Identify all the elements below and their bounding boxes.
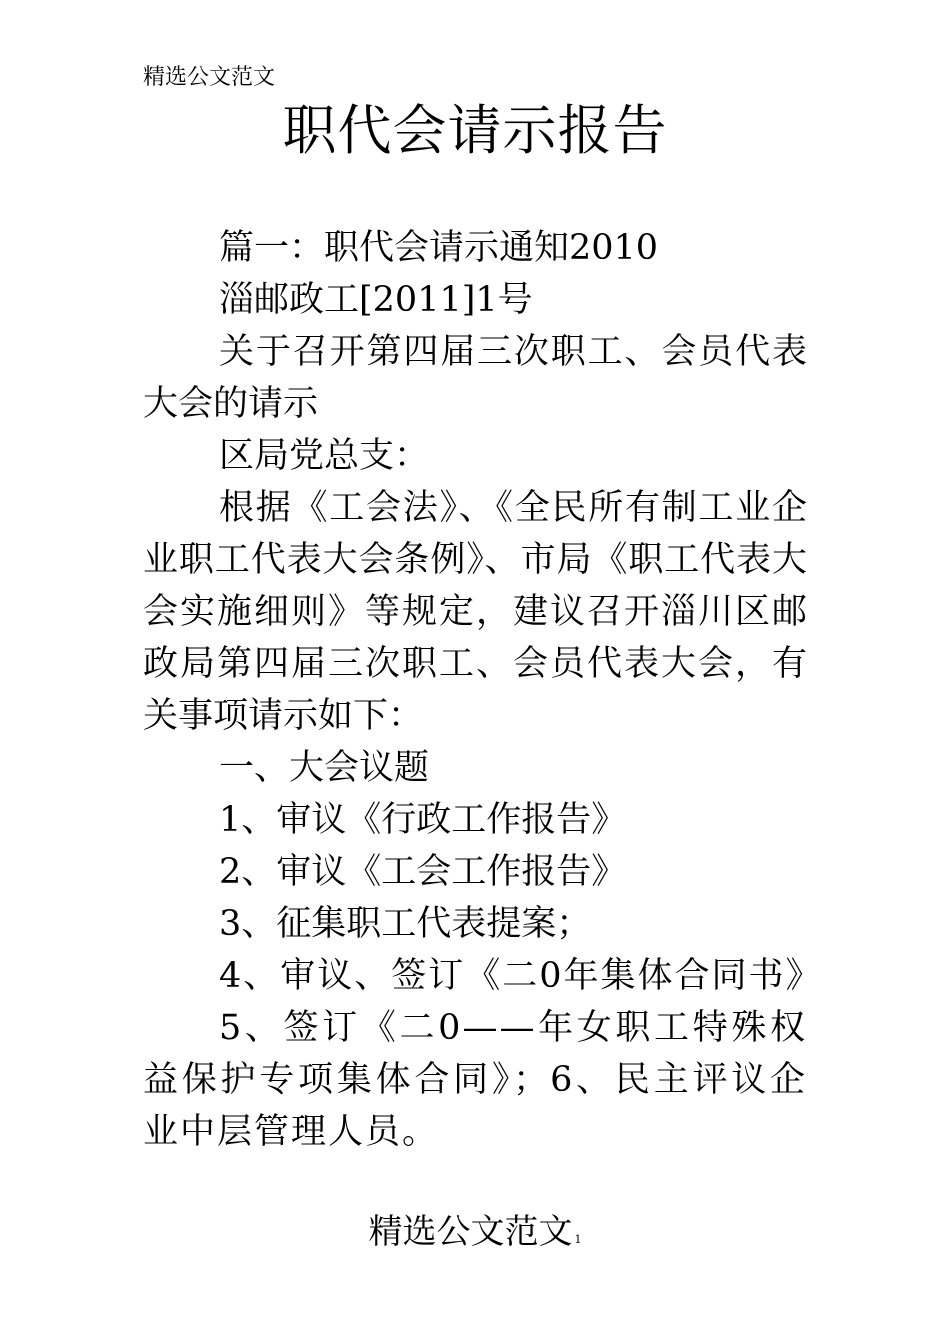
paragraph-list-item: 2、审议《工会工作报告》 (219, 852, 627, 892)
footer (0, 1208, 950, 1264)
footer-label: 精选公文范文 (368, 1212, 573, 1252)
paragraph-list-item: 4、审议、签订《二0年集体合同书》 (219, 956, 823, 996)
paragraph-doc-number: 淄邮政工[2011]1号 (219, 280, 533, 320)
paragraph-list-item: 3、征集职工代表提案； (219, 904, 592, 944)
paragraph-heading: 篇一：职代会请示通知2010 (219, 228, 659, 268)
paragraph-section-heading: 一、大会议题 (219, 748, 430, 788)
header-label: 精选公文范文 (143, 65, 276, 90)
paragraph-list-item: 1、审议《行政工作报告》 (219, 800, 627, 840)
document-body (143, 222, 823, 1158)
paragraph-recipient: 区局党总支： (219, 436, 430, 476)
page-number: 1 (574, 1233, 582, 1246)
document-title: 职代会请示报告 (282, 99, 668, 162)
paragraph-subject: 关于召开第四届三次职工、会员代表大会的请示 (143, 332, 807, 424)
paragraph-body: 根据《工会法》、《全民所有制工业企业职工代表大会条例》、市局《职工代表大会实施细则》等规定，建议召开淄川区邮政局第四届三次职工、会员代表大会，有关事项请示如下： (143, 488, 807, 736)
paragraph-list-item: 5、签订《二0——年女职工特殊权益保护专项集体合同》；6、民主评议企业中层管理人员。 (143, 1008, 807, 1152)
